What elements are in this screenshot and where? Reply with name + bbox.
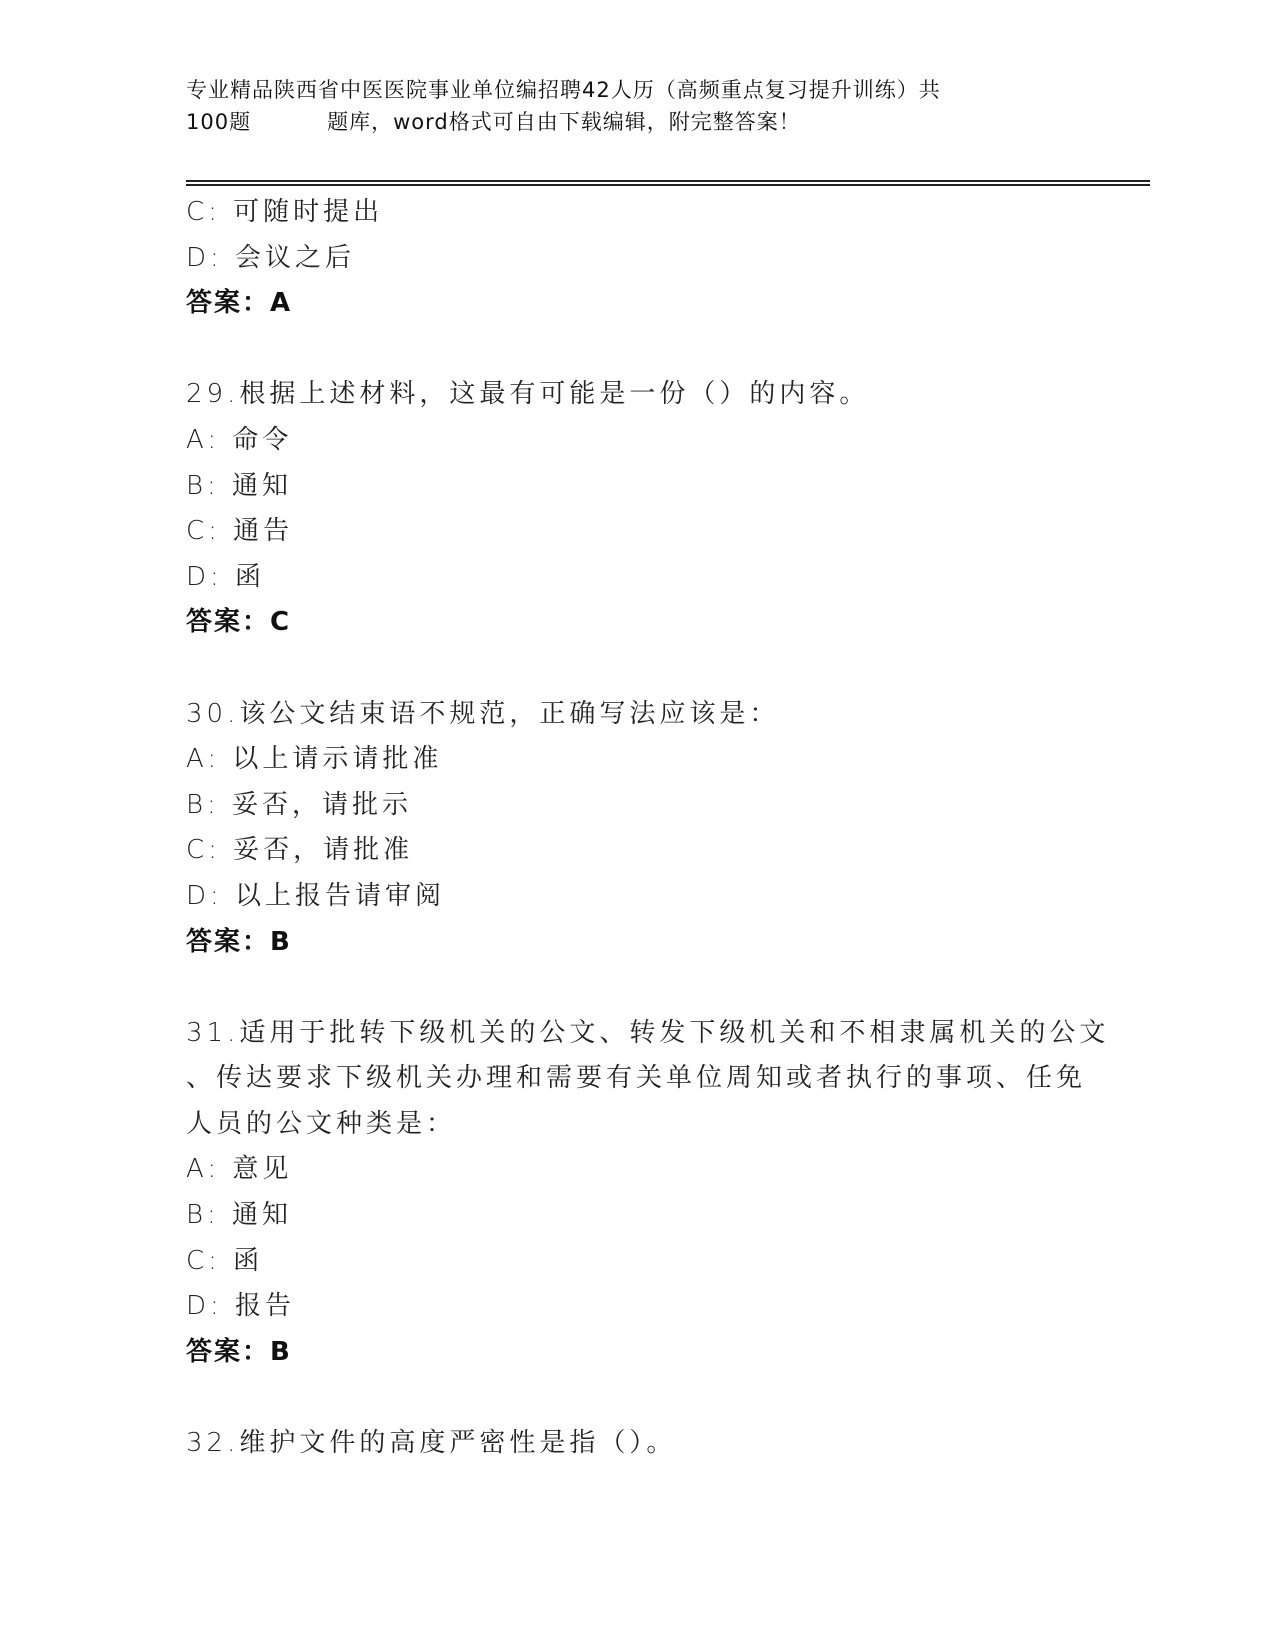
header-title-line-2: [186, 106, 1066, 138]
question-stem-line: 31.适用于批转下级机关的公文、转发下级机关和不相隶属机关的公文: [186, 1017, 1110, 1048]
option-a: A: 意见: [186, 1154, 293, 1185]
option-b: B: 妥否，请批示: [186, 789, 413, 820]
option-d: D: 以上报告请审阅: [186, 880, 446, 911]
question-spacer: [186, 327, 1086, 373]
option-d: D: 会议之后: [186, 242, 356, 273]
question-stem: 30.该公文结束语不规范，正确写法应该是：: [186, 698, 780, 729]
answer-line: 答案：B: [186, 926, 292, 957]
option-d: D: 函: [186, 561, 266, 592]
question-stem-line: 人员的公文种类是：: [186, 1108, 457, 1139]
header-divider-top: [186, 180, 1150, 182]
option-a: A: 以上请示请批准: [186, 744, 443, 775]
question-stem: 29.根据上述材料，这最有可能是一份（）的内容。: [186, 379, 870, 410]
option-c: C: 妥否，请批准: [186, 835, 414, 866]
question-spacer: [186, 1375, 1086, 1421]
header-divider-bottom: [186, 184, 1150, 186]
answer-line: 答案：B: [186, 1336, 292, 1367]
option-b: B: 通知: [186, 1200, 293, 1231]
header-title-line-1: 专业精品陕西省中医医院事业单位编招聘42人历（高频重点复习提升训练）共: [186, 78, 941, 102]
header-description: 题库，word格式可自由下载编辑，附完整答案！: [327, 110, 801, 134]
option-d: D: 报告: [186, 1291, 296, 1322]
header-question-count: 100题: [186, 110, 252, 134]
question-stem-line: 、传达要求下级机关办理和需要有关单位周知或者执行的事项、任免: [186, 1063, 1087, 1094]
option-c: C: 函: [186, 1245, 264, 1276]
option-c: C: 通告: [186, 516, 294, 547]
option-b: B: 通知: [186, 470, 293, 501]
question-spacer: [186, 965, 1086, 1011]
question-stem: 32.维护文件的高度严密性是指（）。: [186, 1428, 677, 1459]
option-a: A: 命令: [186, 424, 293, 455]
document-header: [186, 74, 1066, 138]
question-list: [186, 190, 1110, 1467]
question-spacer: [186, 646, 1086, 692]
option-c: C: 可随时提出: [186, 197, 384, 227]
answer-line: 答案：C: [186, 607, 292, 638]
answer-line: 答案：A: [186, 288, 293, 319]
